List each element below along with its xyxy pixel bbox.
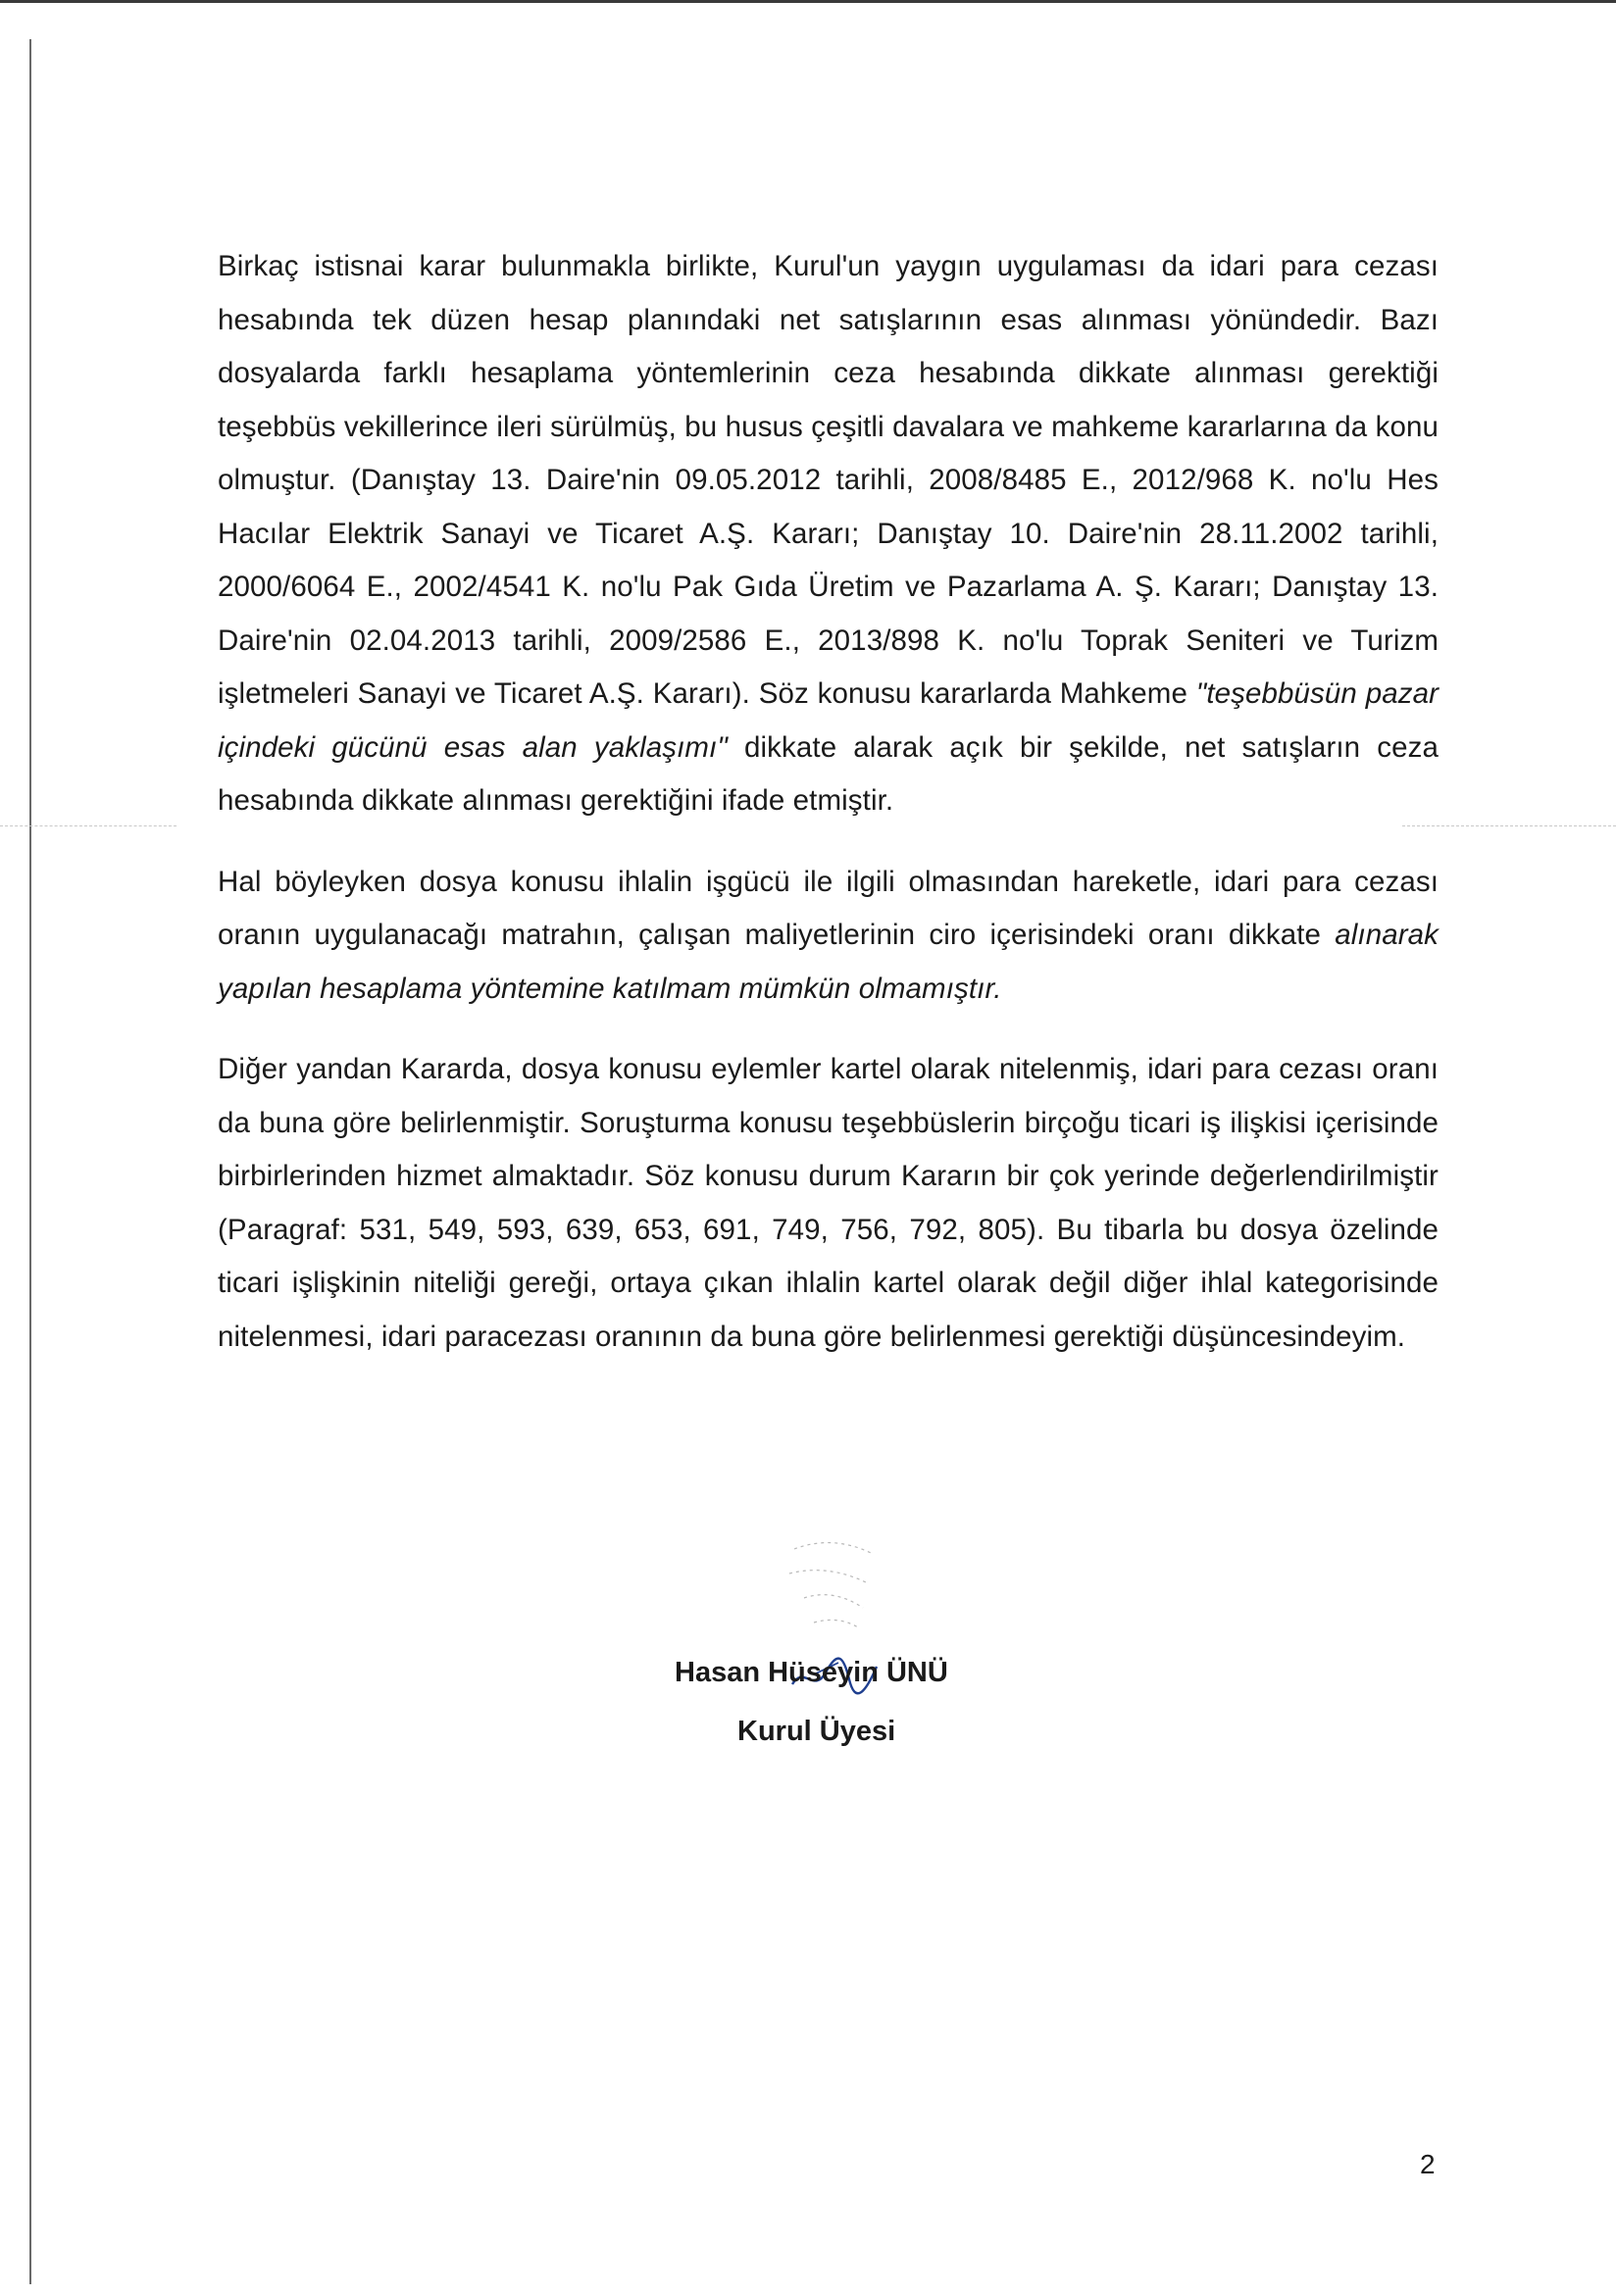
- paragraph-2-italic-text: alınarak yapılan hesaplama yöntemine katılmam mümkün olmamıştır.: [218, 919, 1439, 1005]
- paragraph-1-quote: "teşebbüsün pazar içindeki gücünü esas alan yaklaşımı": [218, 677, 1439, 764]
- signature-block: [628, 1529, 1039, 1765]
- signer-name: Hasan Hüseyin ÜNÜ: [675, 1657, 948, 1688]
- scan-left-edge: [29, 39, 31, 2284]
- paragraph-2-text: Hal böyleyken dosya konusu ihlalin işgücü ile ilgili olmasından hareketle, idari para cezası oranın uygulanacağı matrahın, çalışan maliyetlerinin ciro içerisindeki oranı dikkate: [218, 865, 1439, 951]
- paragraph-1-text-b: dikkate alarak açık bir şekilde, net satışların ceza hesabında dikkate alınması gerektiğini ifade etmiştir.: [218, 730, 1439, 817]
- signer-title: Kurul Üyesi: [737, 1716, 896, 1747]
- faint-stamp-mark: [775, 1529, 892, 1647]
- paragraph-1: [218, 240, 1439, 828]
- scan-top-edge: [0, 0, 1616, 3]
- paragraph-3-text: Diğer yandan Kararda, dosya konusu eylemler kartel olarak nitelenmiş, idari para cezası oranı da buna göre belirlenmiştir. Soruşturma konusu teşebbüslerin birçoğu ticari iş ilişkisi içerisinde birbirlerinden hizmet almaktadır. Söz konusu durum Kararın bir çok yerinde değerlendirilmiştir (Paragraf: 531, 549, 593, 639, 653, 691, 749, 756, 792, 805). Bu tibarla bu dosya özelinde ticari işlişkinin niteliği gereği, ortaya çıkan ihlalin kartel olarak değil diğer ihlal kategorisinde nitelenmesi, idari paracezası oranının da buna göre belirlenmesi gerektiği düşüncesindeyim.: [218, 1053, 1439, 1353]
- page-number: 2: [1420, 2149, 1436, 2179]
- paragraph-2: [218, 856, 1439, 1017]
- document-body: [218, 240, 1439, 1364]
- paragraph-3: [218, 1043, 1439, 1364]
- paragraph-1-text-a: Birkaç istisnai karar bulunmakla birlikte, Kurul'un yaygın uygulaması da idari para cezası hesabında tek düzen hesap planındaki net satışlarının esas alınması yönündedir. Bazı dosyalarda farklı hesaplama yöntemlerinin ceza hesabında dikkate alınması gerektiği teşebbüs vekillerince ileri sürülmüş, bu husus çeşitli davalara ve mahkeme kararlarına da konu olmuştur. (Danıştay 13. Daire'nin 09.05.2012 tarihli, 2008/8485 E., 2012/968 K. no'lu Hes Hacılar Elektrik Sanayi ve Ticaret A.Ş. Kararı; Danıştay 10. Daire'nin 28.11.2002 tarihli, 2000/6064 E., 2002/4541 K. no'lu Pak Gıda Üretim ve Pazarlama A. Ş. Kararı; Danıştay 13. Daire'nin 02.04.2013 tarihli, 2009/2586 E., 2013/898 K. no'lu Toprak Seniteri ve Turizm işletmeleri Sanayi ve Ticaret A.Ş. Kararı). Söz konusu kararlarda Mahkeme: [218, 250, 1439, 710]
- fold-mark-left: [0, 825, 177, 826]
